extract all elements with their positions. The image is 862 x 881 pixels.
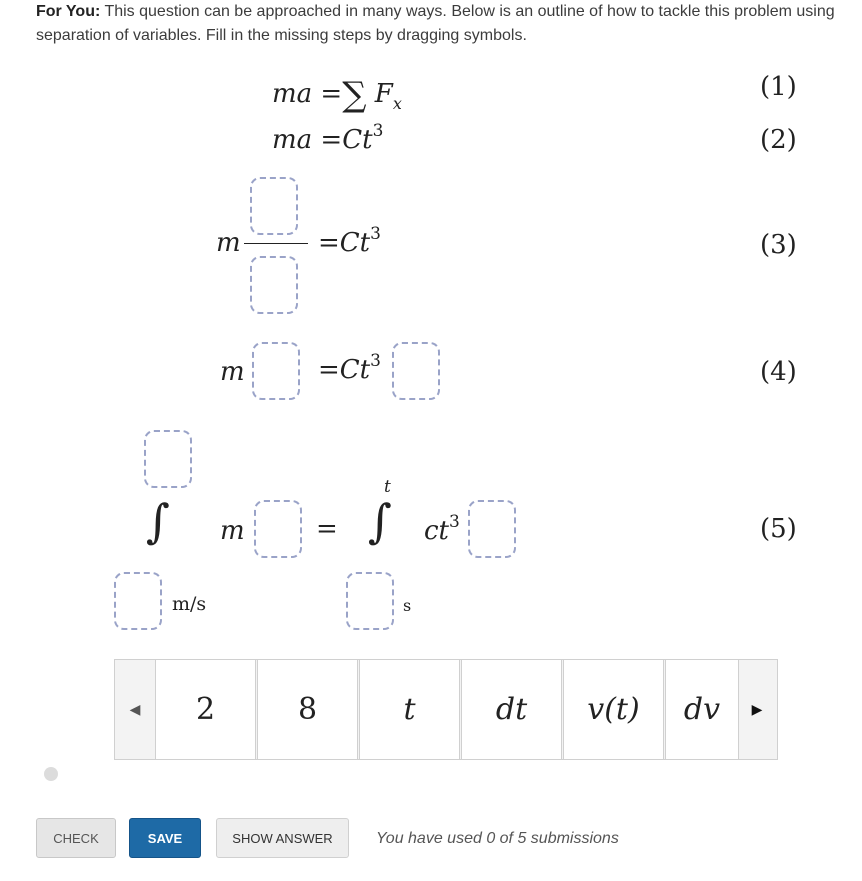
drop-target-eq5-integrand-right[interactable]	[468, 500, 516, 558]
drop-target-eq5-upper-limit-left[interactable]	[144, 430, 192, 488]
equation-2	[272, 121, 384, 155]
upper-limit-t: t	[384, 477, 391, 497]
symbol-tile[interactable]: v(t)	[563, 660, 664, 759]
eq3-exponent: 3	[370, 224, 381, 244]
status-indicator	[44, 767, 58, 781]
eq1-lhs: ma	[272, 79, 313, 109]
integral-left: ∫	[146, 494, 170, 548]
unit-lower-left: m/s	[172, 593, 207, 615]
unit-lower-right: s	[403, 596, 412, 615]
problem-prompt	[36, 0, 836, 48]
symbol-tile[interactable]: t	[359, 660, 460, 759]
eq5-m: m	[220, 516, 245, 546]
sum-symbol: ∑	[342, 75, 367, 115]
equation-number-3: (3)	[760, 230, 797, 260]
eq5-ct: ct	[424, 516, 450, 546]
eq2-exponent: 3	[372, 121, 384, 141]
scroll-right-arrow-icon[interactable]: ▶	[751, 701, 763, 717]
fraction-bar	[244, 243, 308, 244]
equation-3-rhs	[318, 224, 381, 258]
drop-target-eq5-lower-limit-right[interactable]	[346, 572, 394, 630]
symbol-tile[interactable]: dt	[461, 660, 562, 759]
eq5-equals: =	[316, 514, 338, 544]
prompt-lead: For You:	[36, 3, 101, 20]
drop-target-eq3-numerator[interactable]	[250, 177, 298, 235]
eq5-exponent: 3	[449, 512, 460, 532]
eq1-subscript: x	[392, 94, 402, 113]
drop-target-eq4-right[interactable]	[392, 342, 440, 400]
drop-target-eq4-left[interactable]	[252, 342, 300, 400]
drop-target-eq5-lower-limit-left[interactable]	[114, 572, 162, 630]
equation-5-integrand	[424, 512, 460, 546]
equation-number-5: (5)	[760, 514, 797, 544]
scroll-left-arrow-icon[interactable]: ◀	[129, 701, 141, 717]
symbol-tile[interactable]: dv	[665, 660, 739, 759]
equation-4-rhs	[318, 351, 381, 385]
eq3-rhs: =Ct	[318, 228, 371, 258]
eq3-m: m	[216, 228, 241, 258]
eq2-lhs: ma	[272, 125, 313, 155]
symbol-palette	[114, 659, 778, 760]
eq4-m: m	[220, 357, 245, 387]
symbol-tile[interactable]: 8	[257, 660, 358, 759]
eq4-rhs: =Ct	[318, 355, 371, 385]
integral-right: ∫	[368, 494, 392, 548]
eq1-force: F	[374, 79, 393, 109]
palette-tiles	[155, 660, 740, 759]
equation-1	[272, 74, 402, 115]
drop-target-eq5-integrand-left[interactable]	[254, 500, 302, 558]
drop-target-eq3-denominator[interactable]	[250, 256, 298, 314]
save-button[interactable]: SAVE	[129, 818, 201, 858]
eq1-rel: =	[320, 79, 343, 109]
symbol-tile[interactable]: 2	[155, 660, 256, 759]
equation-number-4: (4)	[760, 357, 797, 387]
equation-number-1: (1)	[760, 72, 797, 102]
eq2-rhs: =Ct	[320, 125, 373, 155]
check-button[interactable]: CHECK	[36, 818, 116, 858]
show-answer-button[interactable]: SHOW ANSWER	[216, 818, 349, 858]
eq4-exponent: 3	[370, 351, 381, 371]
submissions-count: You have used 0 of 5 submissions	[376, 830, 619, 847]
equation-number-2: (2)	[760, 125, 797, 155]
prompt-text: This question can be approached in many ways. Below is an outline of how to tackle this problem using separation of variables. Fill in the missing steps by dragging symbols.	[36, 3, 835, 44]
